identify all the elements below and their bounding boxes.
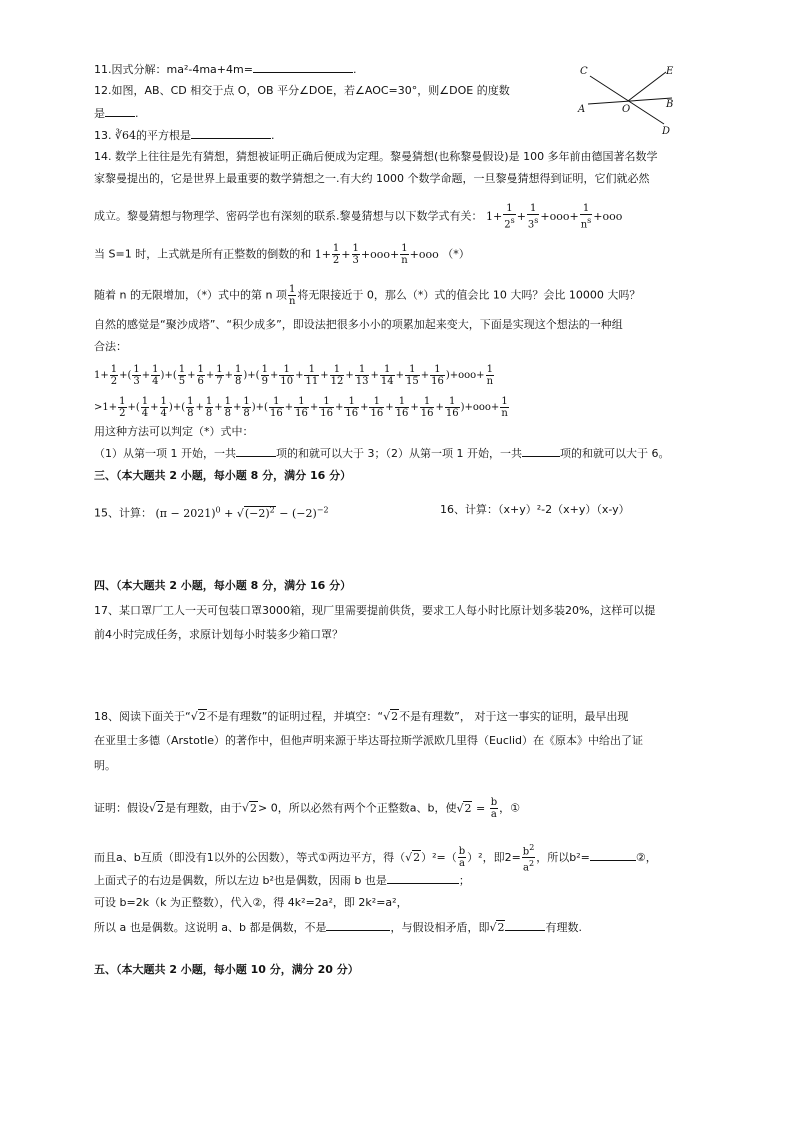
q14-line6: 自然的感觉是“聚沙成塔”、“积少成多”，即设法把很多小小的项累加起来变大，下面是实现这个想法的一种组 [94, 318, 623, 331]
q18-line6-a: 上面式子的右边是偶数，所以左边 b²也是偶数，因雨 b 也是 [94, 874, 387, 887]
question-14-line11 [94, 446, 669, 461]
sqrt2-symbol: √2 [405, 850, 421, 864]
q18-line5-c: ）²，即2= [467, 850, 521, 864]
q14-line7: 合法： [94, 340, 127, 353]
label-e: E [666, 66, 674, 77]
q18-line8-a: 所以 a 也是偶数。这说明 a、b 都是偶数，不是 [94, 921, 327, 934]
sqrt2-symbol: √2 [190, 710, 206, 723]
question-14-line5 [94, 284, 640, 307]
b2-over-a2-fraction: $\frac{b^2}{a^2}$ [522, 843, 535, 874]
q14-answer-blank-2[interactable] [522, 446, 560, 457]
q17-line1: 17、某口罩厂工人一天可包装口罩3000箱，现厂里需要提前供货，要求工人每小时比原计划多装20%，这样可以提 [94, 604, 656, 617]
q18-line6-b: ； [458, 874, 470, 887]
q14-line4-post: （*） [442, 247, 470, 261]
label-d: D [662, 126, 671, 136]
q13-end: . [271, 129, 275, 142]
q14-line10: 用这种方法可以判定（*）式中： [94, 425, 254, 438]
sqrt2-symbol: √2 [383, 710, 399, 723]
question-12-line2 [94, 106, 139, 121]
q18-line4-a: 证明：假设 [94, 801, 149, 815]
section-5-title: 五、（本大题共 2 小题，每小题 10 分，满分 20 分） [94, 963, 359, 976]
q14-line5-pre: 随着 n 的无限增加，（*）式中的第 n 项 [94, 288, 287, 302]
q16-label: 16、计算：（x+y）²-2（x+y）（x-y） [440, 503, 630, 516]
q18-line5-d: ，所以b²= [536, 850, 590, 864]
line-cd [590, 76, 664, 124]
q12-angle-diagram [574, 60, 684, 136]
q12-line2-pre: 是 [94, 107, 105, 120]
q14-line5-post: 将无限接近于 0，那么（*）式的值会比 10 大吗？会比 10000 大吗？ [297, 288, 641, 302]
q11-answer-blank[interactable] [253, 62, 353, 73]
q18-line2: 在亚里士多德（Arstotle）的著作中，但他声明来源于毕达哥拉斯学派欧几里得（Euclid）在《原本》中给出了证 [94, 734, 644, 747]
q18-line4-d: ，① [499, 801, 520, 815]
label-b: B [666, 99, 674, 110]
q18-line7: 可设 b=2k（k 为正整数），代入②，得 4k²=2a²，即 2k²=a²， [94, 896, 408, 909]
q13-post: 的平方根是 [136, 129, 192, 142]
question-13 [94, 128, 275, 143]
ray-oe [628, 72, 666, 101]
q13-root: ∛64 [115, 129, 137, 142]
q14-line4-pre: 当 S=1 时，上式就是所有正整数的倒数的和 [94, 247, 312, 261]
q12-line2-post: . [135, 107, 139, 120]
q14-answer-blank-1[interactable] [236, 446, 276, 457]
q12-answer-blank[interactable] [105, 106, 135, 117]
question-14-line3 [94, 203, 622, 230]
label-a: A [578, 104, 586, 115]
question-18-line1 [94, 710, 628, 724]
q14-line1: 14. 数学上往往是先有猜想，猜想被证明正确后便成为定理。黎曼猜想(也称黎曼假设)是 100 多年前由德国著名数学 [94, 150, 658, 163]
q15-expression: $(\pi - 2021)^0 + √(-2)^2 - (-2)^{-2}$ [155, 505, 329, 520]
question-15 [94, 503, 329, 521]
nth-term-fraction: $\frac{1}{n}$ [288, 284, 296, 307]
q18-line1-a: 18、阅读下面关于“ [94, 710, 191, 723]
q18-line1-b: 不是有理数”的证明过程，并填空：“ [206, 710, 384, 723]
q15-label: 15、计算： [94, 506, 152, 520]
b-over-a-fraction: $\frac{b}{a}$ [458, 846, 466, 870]
q18-answer-blank-3[interactable] [326, 920, 390, 931]
question-18-line6 [94, 873, 470, 888]
q18-line5-b: ）²=（ [421, 850, 457, 864]
riemann-zeta-series: 1+ $\frac{1}{2^s}$ + $\frac{1}{3^s}$ +ooo+ $\frac{1}{n^s}$ +ooo [486, 203, 623, 231]
q18-line3: 明。 [94, 759, 116, 772]
section-3-title: 三、（本大题共 2 小题，每小题 8 分，满分 16 分） [94, 469, 352, 482]
q14-line11-c: 项的和就可以大于 6。 [559, 447, 670, 460]
q14-line11-b: 项的和就可以大于 3；（2）从第一项 1 开始，一共 [276, 447, 522, 460]
sqrt2-symbol: √2 [489, 921, 505, 934]
q18-line1-c: 不是有理数”， 对于这一事实的证明，最早出现 [399, 710, 629, 723]
q18-line5-a: 而且a、b互质（即没有1以外的公因数），等式①两边平方，得（ [94, 850, 406, 864]
q18-answer-blank-2[interactable] [387, 873, 459, 884]
q14-line11-a: （1）从第一项 1 开始，一共 [94, 447, 236, 460]
q17-line2: 前4小时完成任务，求原计划每小时装多少箱口罩？ [94, 628, 343, 641]
question-18-line5 [94, 842, 657, 874]
q14-line2: 家黎曼提出的，它是世界上最重要的数学猜想之一.有大约 1000 个数学命题，一旦黎曼猜想得到证明，它们就必然 [94, 172, 650, 185]
label-c: C [580, 66, 588, 77]
label-o: O [622, 104, 631, 115]
sqrt2-eq-b-over-a: √2 = $\frac{b}{a}$ [456, 797, 498, 820]
grouped-sum-line: 1+ $\frac{1}{2}$ +( $\frac{1}{3}$ + $\frac{1}{4}$ )+( $\frac{1}{5}$ + $\frac{1}{6}$ + $\frac{1}{7}$ + $\frac{1}{8}$ )+( $\frac{1}{9}$ + $\frac{1}{10}$ + $\frac{1}{11}$ + $\frac{1}{12}$ + $\frac{1}{13}$ + $\frac{1}{14}$ + $\frac{1}{15}$ + $\frac{1}{16}$ )+ooo+ $\frac{1}{n}$ [94, 364, 494, 387]
q18-answer-blank-4[interactable] [505, 920, 545, 931]
section-4-title: 四、（本大题共 2 小题，每小题 8 分，满分 16 分） [94, 579, 352, 592]
q18-line4-c: > 0，所以必然有两个个正整数a、b，使 [258, 801, 457, 815]
q18-line8-c: 有理数. [545, 921, 582, 934]
q12-line1: 12.如图，AB、CD 相交于点 O，OB 平分∠DOE，若∠AOC=30°，则∠DOE 的度数 [94, 84, 510, 97]
q18-answer-blank-1[interactable] [590, 850, 636, 861]
question-14-line4 [94, 243, 470, 266]
question-18-line4 [94, 797, 520, 820]
q18-line5-e: ②， [635, 850, 657, 864]
lower-bound-sum-line: >1+ $\frac{1}{2}$ +( $\frac{1}{4}$ + $\frac{1}{4}$ )+( $\frac{1}{8}$ + $\frac{1}{8}$ + $\frac{1}{8}$ + $\frac{1}{8}$ )+( $\frac{1}{16}$ + $\frac{1}{16}$ + $\frac{1}{16}$ + $\frac{1}{16}$ + $\frac{1}{16}$ + $\frac{1}{16}$ + $\frac{1}{16}$ + $\frac{1}{16}$ )+ooo+ $\frac{1}{n}$ [94, 396, 508, 419]
q13-num: 13. [94, 129, 112, 142]
sqrt2-symbol: √2 [149, 801, 165, 815]
harmonic-series: 1+ $\frac{1}{2}$ + $\frac{1}{3}$ +ooo+ $\frac{1}{n}$ +ooo [314, 243, 439, 266]
q18-line4-b: 是有理数，由于 [165, 801, 243, 815]
q18-line8-b: ，与假设相矛盾，即 [390, 921, 490, 934]
question-18-line8 [94, 920, 582, 935]
q13-answer-blank[interactable] [191, 128, 271, 139]
sqrt2-symbol: √2 [242, 801, 258, 815]
question-11: 11.因式分解：ma²-4ma+4m= . [94, 63, 357, 76]
q14-line3: 成立。黎曼猜想与物理学、密码学也有深刻的联系.黎曼猜想与以下数学式有关： [94, 209, 483, 223]
q11-text: 11.因式分解：ma²-4ma+4m= [94, 63, 253, 76]
